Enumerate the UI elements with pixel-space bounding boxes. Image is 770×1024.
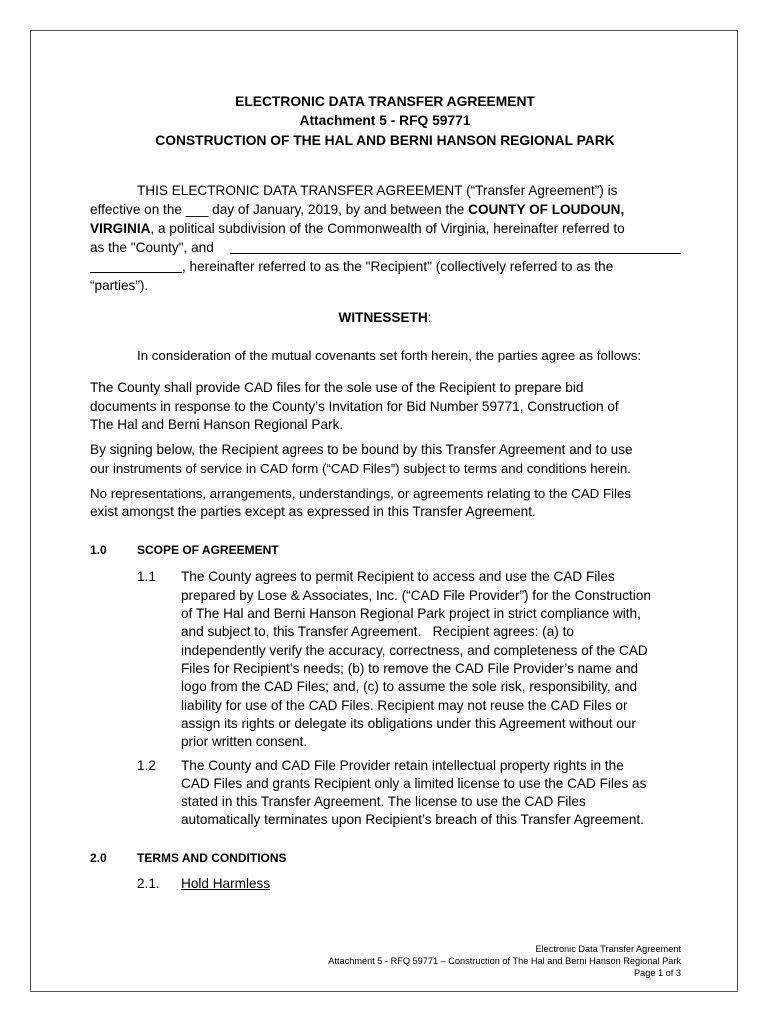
document-title: ELECTRONIC DATA TRANSFER AGREEMENT <box>235 94 535 109</box>
intro-line-3 <box>90 219 625 239</box>
intro-line-5: , hereinafter referred to as the "Recipient" (collectively referred to as the <box>182 259 614 274</box>
item-1-1-line: assign its rights or delegate its obligations under this Agreement without our <box>181 716 636 731</box>
item-1-1-line: The County agrees to permit Recipient to access and use the CAD Files <box>181 569 615 584</box>
intro-line-6: “parties”). <box>90 278 149 293</box>
item-1-2-line: CAD Files and grants Recipient only a limited license to use the CAD Files as <box>181 776 647 791</box>
item-1-1-line: Files for Recipient’s needs; (b) to remove the CAD File Provider’s name and <box>181 661 639 676</box>
item-1-2-line: The County and CAD File Provider retain intellectual property rights in the <box>181 758 624 773</box>
item-1-1-number: 1.1 <box>137 569 156 584</box>
subsection-2-1-number: 2.1. <box>137 876 160 891</box>
footer-attachment: Attachment 5 - RFQ 59771 – Construction of The Hal and Berni Hanson Regional Park <box>328 956 681 966</box>
section-1-number: 1.0 <box>90 543 107 557</box>
intro-line-3-text: , a political subdivision of the Commonwealth of Virginia, hereinafter referred to <box>150 221 625 236</box>
para3-line-1: No representations, arrangements, understandings, or agreements relating to the CAD Files <box>90 486 632 501</box>
county-name-part1: COUNTY OF LOUDOUN, <box>468 202 625 217</box>
recipient-name-blank-2[interactable] <box>90 272 182 273</box>
item-1-1-line: independently verify the accuracy, correctness, and completeness of the CAD <box>181 643 648 658</box>
attachment-label: Attachment 5 - RFQ 59771 <box>299 113 471 128</box>
section-2-number: 2.0 <box>90 851 107 865</box>
item-1-1-line: of The Hal and Berni Hanson Regional Park project in strict compliance with, <box>181 606 641 621</box>
footer-page-number: Page 1 of 3 <box>634 968 681 978</box>
subsection-2-1-title: Hold Harmless <box>181 876 271 891</box>
para2-line-1: By signing below, the Recipient agrees to be bound by this Transfer Agreement and to use <box>90 442 633 457</box>
para2-line-2: our instruments of service in CAD form (“CAD Files”) subject to terms and conditions herein. <box>90 461 631 476</box>
section-1-title: SCOPE OF AGREEMENT <box>137 543 279 557</box>
witnesseth-colon: : <box>427 310 432 325</box>
item-1-1-line: prepared by Lose & Associates, Inc. (“CAD File Provider”) for the Construction <box>181 588 651 603</box>
intro-line-1: THIS ELECTRONIC DATA TRANSFER AGREEMENT (“Transfer Agreement”) is <box>137 183 618 198</box>
intro-line-4: as the "County", and <box>90 240 214 255</box>
intro-line-2 <box>90 200 681 220</box>
item-1-2-line: stated in this Transfer Agreement. The license to use the CAD Files <box>181 794 586 809</box>
para1-line-1: The County shall provide CAD files for the sole use of the Recipient to prepare bid <box>90 380 584 395</box>
para1-line-3: The Hal and Berni Hanson Regional Park. <box>90 417 344 432</box>
witnesseth-word: WITNESSETH <box>338 310 428 325</box>
county-name-part2: VIRGINIA <box>90 221 151 236</box>
consideration-line: In consideration of the mutual covenants set forth herein, the parties agree as follows: <box>137 348 642 363</box>
witnesseth-heading <box>0 308 770 328</box>
para1-line-2: documents in response to the County’s Invitation for Bid Number 59771, Construction of <box>90 399 619 414</box>
intro-line-2-text: effective on the ___ day of January, 2019, by and between the <box>90 202 469 217</box>
para3-line-2: exist amongst the parties except as expressed in this Transfer Agreement. <box>90 504 536 519</box>
item-1-1-line: and subject to, this Transfer Agreement. Recipient agrees: (a) to <box>181 624 574 639</box>
recipient-name-blank-1[interactable] <box>230 253 681 254</box>
project-title: CONSTRUCTION OF THE HAL AND BERNI HANSON REGIONAL PARK <box>155 133 615 148</box>
section-2-title: TERMS AND CONDITIONS <box>137 851 287 865</box>
item-1-1-line: liability for use of the CAD Files. Recipient may not reuse the CAD Files or <box>181 698 628 713</box>
item-1-2-line: automatically terminates upon Recipient’s breach of this Transfer Agreement. <box>181 812 644 827</box>
item-1-1-line: logo from the CAD Files; and, (c) to assume the sole risk, responsibility, and <box>181 679 638 694</box>
item-1-2-number: 1.2 <box>137 758 156 773</box>
item-1-1-line: prior written consent. <box>181 734 308 749</box>
footer-doc-title: Electronic Data Transfer Agreement <box>535 944 681 954</box>
